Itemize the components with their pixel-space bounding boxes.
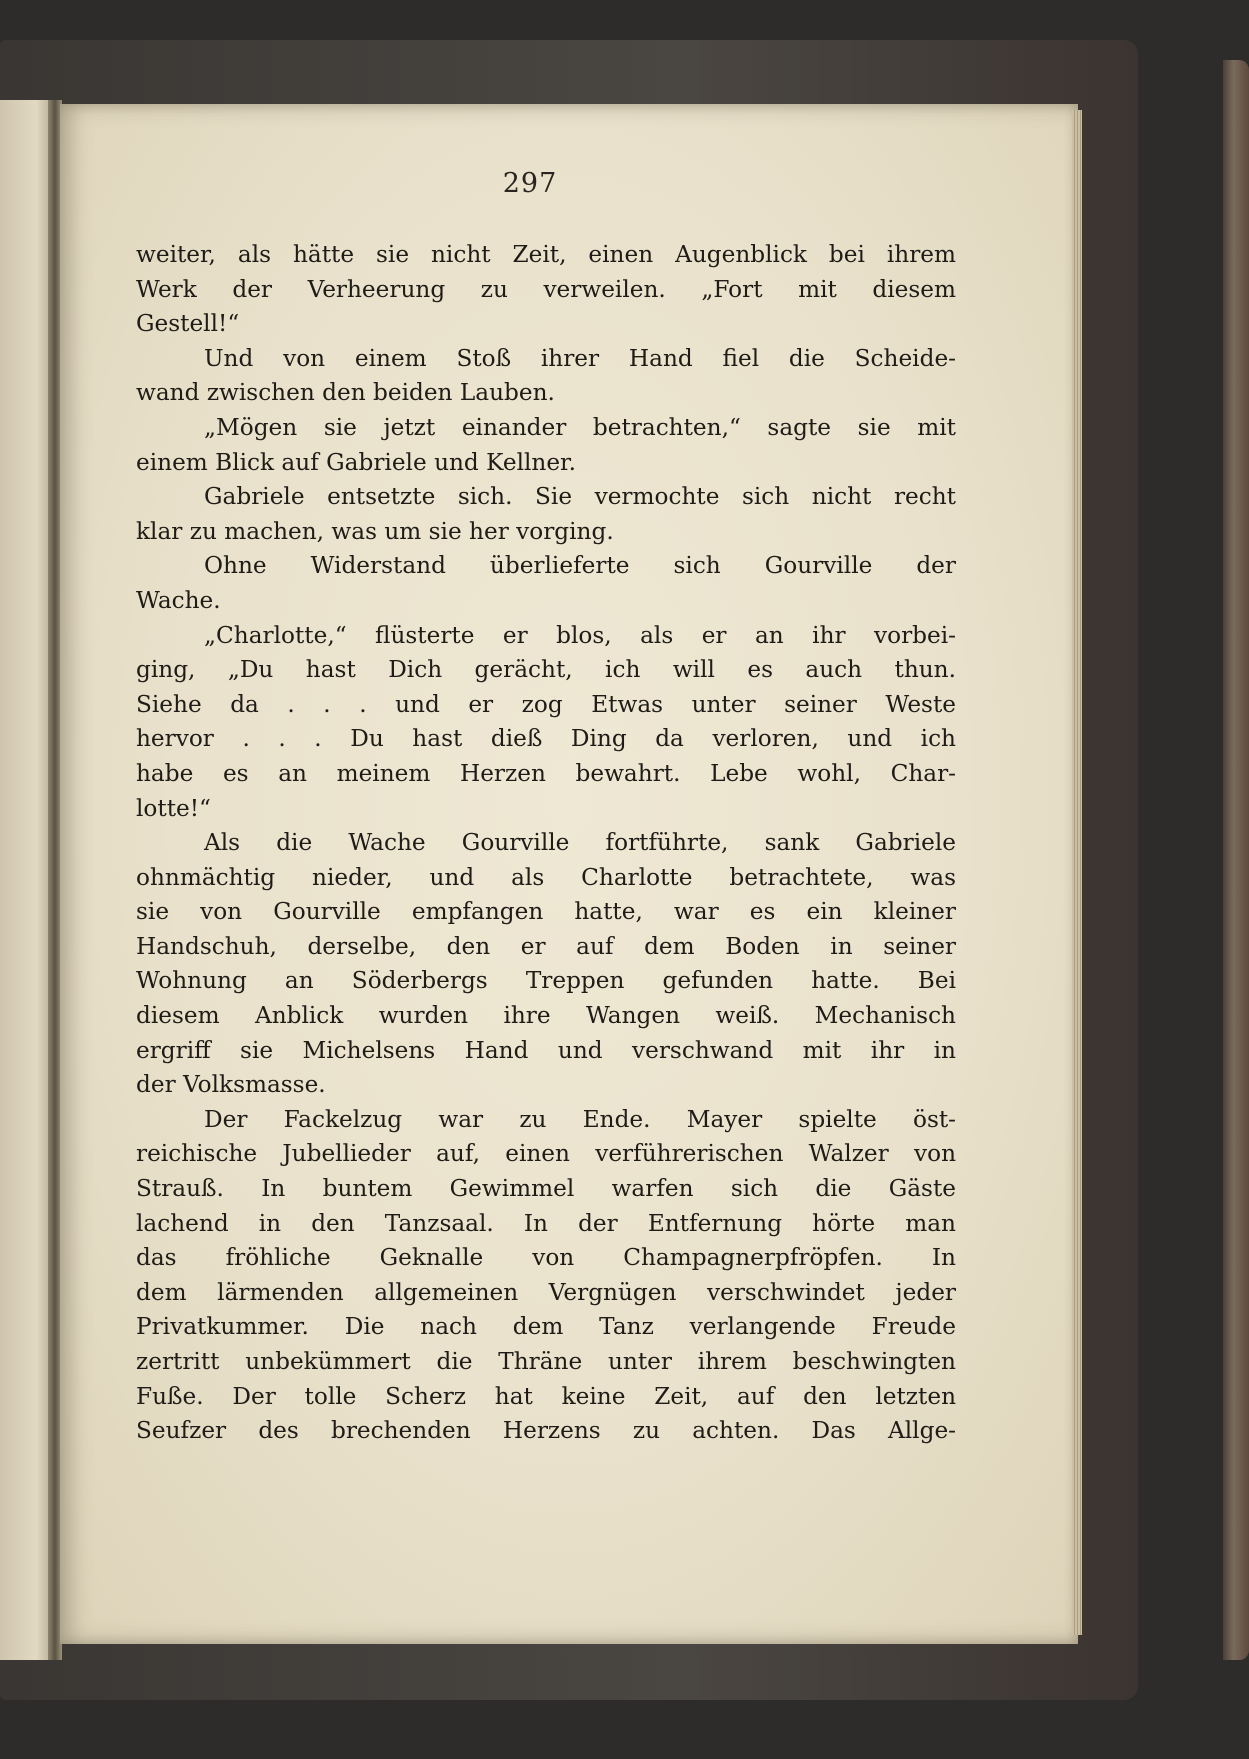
text-line: einem Blick auf Gabriele und Kellner. [136, 448, 576, 476]
text-line: Werk der Verheerung zu verweilen. „Fort mit diesem [136, 275, 956, 303]
page-stack-edge [1072, 110, 1082, 1635]
text-line: Fuße. Der tolle Scherz hat keine Zeit, auf den letzten [136, 1382, 956, 1410]
text-line: wand zwischen den beiden Lauben. [136, 379, 555, 407]
text-line: ergriff sie Michelsens Hand und verschwand mit ihr in [136, 1036, 956, 1064]
text-line: Der Fackelzug war zu Ende. Mayer spielte öst- [204, 1105, 956, 1133]
text-line: habe es an meinem Herzen bewahrt. Lebe wohl, Char- [136, 759, 956, 787]
text-line: sie von Gourville empfangen hatte, war es ein kleiner [136, 898, 956, 926]
page-number: 297 [502, 168, 558, 199]
cover-edge [1223, 60, 1249, 1660]
text-line: dem lärmenden allgemeinen Vergnügen verschwindet jeder [136, 1278, 956, 1306]
text-line: hervor . . . Du hast dieß Ding da verloren, und ich [136, 725, 956, 753]
text-line: Wache. [136, 586, 221, 614]
text-line: klar zu machen, was um sie her vorging. [136, 517, 614, 545]
text-line: Gestell!“ [136, 310, 240, 338]
text-line: Und von einem Stoß ihrer Hand fiel die Scheide- [204, 344, 956, 372]
text-line: Handschuh, derselbe, den er auf dem Boden in seiner [136, 932, 956, 960]
text-line: lotte!“ [136, 794, 211, 822]
text-line: Seufzer des brechenden Herzens zu achten. Das Allge- [136, 1417, 956, 1445]
page-text [136, 238, 956, 1449]
text-line: Wohnung an Söderbergs Treppen gefunden hatte. Bei [136, 967, 956, 995]
text-line: „Mögen sie jetzt einander betrachten,“ sagte sie mit [204, 413, 956, 441]
text-line: Als die Wache Gourville fortführte, sank Gabriele [204, 829, 956, 857]
text-line: zertritt unbekümmert die Thräne unter ihrem beschwingten [136, 1348, 956, 1375]
text-line: reichische Jubellieder auf, einen verführerischen Walzer von [136, 1140, 956, 1168]
text-line: ging, „Du hast Dich gerächt, ich will es auch thun. [136, 656, 956, 684]
text-line: ohnmächtig nieder, und als Charlotte betrachtete, was [136, 863, 956, 891]
text-line: diesem Anblick wurden ihre Wangen weiß. Mechanisch [136, 1002, 956, 1030]
text-line: Strauß. In buntem Gewimmel warfen sich die Gäste [136, 1175, 956, 1203]
text-line: Privatkummer. Die nach dem Tanz verlangende Freude [136, 1313, 956, 1341]
text-line: Gabriele entsetzte sich. Sie vermochte sich nicht recht [204, 483, 956, 511]
text-line: das fröhliche Geknalle von Champagnerpfröpfen. In [136, 1244, 956, 1272]
left-page-edge [0, 100, 52, 1660]
text-line: Siehe da . . . und er zog Etwas unter seiner Weste [136, 690, 956, 718]
text-line: der Volksmasse. [136, 1071, 326, 1099]
text-line: lachend in den Tanzsaal. In der Entfernung hörte man [136, 1209, 956, 1237]
text-line: weiter, als hätte sie nicht Zeit, einen Augenblick bei ihrem [136, 241, 956, 268]
text-line: Ohne Widerstand überlieferte sich Gourville der [204, 552, 956, 580]
text-line: „Charlotte,“ flüsterte er blos, als er an ihr vorbei- [204, 621, 956, 649]
